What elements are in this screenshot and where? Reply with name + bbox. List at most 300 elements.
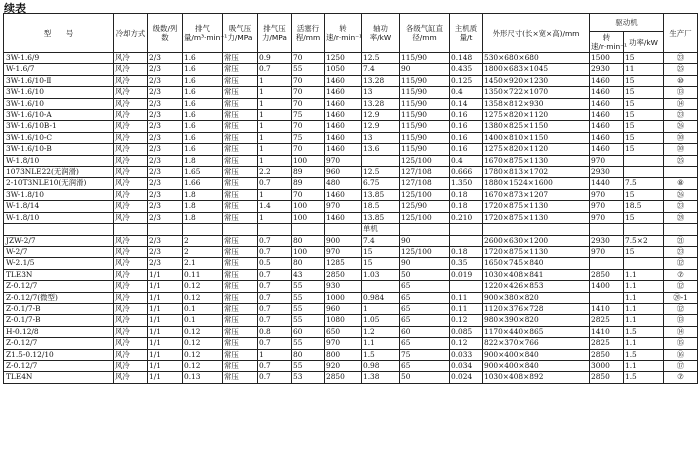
cell-drive-speed: 2930 — [590, 64, 624, 75]
header-cooling: 冷却方式 — [114, 14, 148, 53]
cell-shaft-power: 15 — [362, 246, 400, 257]
cell-displacement: 0.12 — [183, 360, 223, 371]
cell-displacement: 2.1 — [183, 258, 223, 269]
cell-model: TLE4N — [4, 372, 114, 383]
cell-maker: ⑧ — [664, 178, 698, 189]
cell-drive-speed: 970 — [590, 189, 624, 200]
cell-cooling: 风冷 — [114, 201, 148, 212]
cell-stages: 2/3 — [148, 258, 183, 269]
cell-stroke: 70 — [292, 53, 325, 64]
cell-dims: 1670×873×1207 — [483, 189, 590, 200]
cell-stages: 1/1 — [148, 303, 183, 314]
cell-drive-speed: 2850 — [590, 372, 624, 383]
cell-exhaust: 0.7 — [258, 281, 292, 292]
cell-cooling: 风冷 — [114, 87, 148, 98]
cell-drive-power: 1.1 — [624, 338, 664, 349]
cell-bore: 65 — [400, 360, 450, 371]
cell-mass: 0.14 — [450, 98, 483, 109]
cell-stages: 2/3 — [148, 178, 183, 189]
cell-mass: 0.4 — [450, 87, 483, 98]
cell-stroke: 70 — [292, 189, 325, 200]
cell-cooling: 风冷 — [114, 269, 148, 280]
cell-intake: 常压 — [223, 75, 258, 86]
cell-exhaust: 1 — [258, 110, 292, 121]
cell-stages: 2/3 — [148, 75, 183, 86]
cell-dims: 1275×820×1120 — [483, 144, 590, 155]
cell-exhaust: 0.7 — [258, 269, 292, 280]
cell-bore: 65 — [400, 338, 450, 349]
cell-stroke: 75 — [292, 132, 325, 143]
cell-drive-speed: 2825 — [590, 315, 624, 326]
cell-speed: 1460 — [325, 132, 362, 143]
cell-model: W-1.8/14 — [4, 201, 114, 212]
cell-intake: 常压 — [223, 326, 258, 337]
cell-shaft-power: 1.2 — [362, 326, 400, 337]
cell-mass: 0.024 — [450, 372, 483, 383]
cell-drive-power: 1.5 — [624, 349, 664, 360]
cell-shaft-power: 1.38 — [362, 372, 400, 383]
cell-speed: 1000 — [325, 292, 362, 303]
cell-bore: 125/100 — [400, 189, 450, 200]
cell-bore: 90 — [400, 258, 450, 269]
cell-maker: ⑦ — [664, 269, 698, 280]
cell-intake: 常压 — [223, 110, 258, 121]
cell-bore: 127/108 — [400, 178, 450, 189]
cell-stroke: 80 — [292, 349, 325, 360]
cell-drive-power: 15 — [624, 110, 664, 121]
cell-stroke: 70 — [292, 87, 325, 98]
table-row — [4, 281, 698, 292]
cell-maker: ⑫ — [664, 281, 698, 292]
cell-stroke: 100 — [292, 201, 325, 212]
cell-mass: 0.11 — [450, 303, 483, 314]
cell-displacement: 2 — [183, 235, 223, 246]
cell-stages: 2/3 — [148, 167, 183, 178]
cell-maker: ⑩ — [664, 75, 698, 86]
cell-bore: 50 — [400, 269, 450, 280]
cell-model: W-1.6/7 — [4, 64, 114, 75]
cell-displacement — [183, 224, 223, 235]
cell-exhaust: 0.7 — [258, 246, 292, 257]
cell-drive-speed: 970 — [590, 201, 624, 212]
table-row — [4, 121, 698, 132]
cell-dims: 1030×408×841 — [483, 269, 590, 280]
table-row — [4, 258, 698, 269]
cell-cooling: 风冷 — [114, 132, 148, 143]
cell-dims — [483, 224, 590, 235]
cell-displacement: 1.6 — [183, 121, 223, 132]
cell-exhaust: 1 — [258, 98, 292, 109]
cell-speed: 960 — [325, 303, 362, 314]
cell-bore: 115/90 — [400, 144, 450, 155]
table-row — [4, 235, 698, 246]
cell-speed: 1460 — [325, 110, 362, 121]
cell-exhaust: 0.8 — [258, 326, 292, 337]
cell-intake: 常压 — [223, 64, 258, 75]
cell-drive-speed: 3000 — [590, 360, 624, 371]
cell-intake: 常压 — [223, 201, 258, 212]
cell-model: Z1.5-0.12/10 — [4, 349, 114, 360]
table-row — [4, 87, 698, 98]
cell-shaft-power: 1 — [362, 303, 400, 314]
cell-speed: 960 — [325, 167, 362, 178]
cell-mass: 0.18 — [450, 201, 483, 212]
table-row — [4, 189, 698, 200]
cell-model: W-1.8/10 — [4, 155, 114, 166]
cell-maker — [664, 167, 698, 178]
cell-maker — [664, 224, 698, 235]
cell-bore: 125/90 — [400, 201, 450, 212]
cell-cooling: 风冷 — [114, 258, 148, 269]
cell-shaft-power: 12.5 — [362, 167, 400, 178]
cell-exhaust: 1 — [258, 121, 292, 132]
cell-bore: 50 — [400, 372, 450, 383]
cell-intake: 常压 — [223, 315, 258, 326]
cell-cooling: 风冷 — [114, 110, 148, 121]
cell-bore: 125/100 — [400, 212, 450, 223]
cell-displacement: 1.6 — [183, 98, 223, 109]
cell-mass: 0.18 — [450, 189, 483, 200]
cell-displacement: 1.6 — [183, 132, 223, 143]
cell-model: W-2/7 — [4, 246, 114, 257]
cell-drive-speed: 1460 — [590, 98, 624, 109]
cell-displacement: 0.12 — [183, 326, 223, 337]
cell-bore: 115/90 — [400, 53, 450, 64]
cell-drive-speed: 970 — [590, 155, 624, 166]
cell-stages: 2/3 — [148, 189, 183, 200]
header-stroke: 活塞行程/mm — [292, 14, 325, 53]
cell-displacement: 1.8 — [183, 155, 223, 166]
cell-dims: 1720×875×1130 — [483, 246, 590, 257]
cell-intake: 常压 — [223, 132, 258, 143]
cell-speed: 800 — [325, 349, 362, 360]
cell-exhaust: 0.7 — [258, 64, 292, 75]
cell-drive-power — [624, 155, 664, 166]
cell-speed: 970 — [325, 338, 362, 349]
cell-dims: 1800×683×1045 — [483, 64, 590, 75]
table-row — [4, 338, 698, 349]
cell-exhaust: 1 — [258, 155, 292, 166]
cell-intake: 常压 — [223, 167, 258, 178]
cell-model: Z-0.12/7(微型) — [4, 292, 114, 303]
cell-stroke: 55 — [292, 292, 325, 303]
cell-maker: ⑭ — [664, 326, 698, 337]
cell-dims: 1720×875×1130 — [483, 201, 590, 212]
cell-maker: ㉓ — [664, 53, 698, 64]
cell-dims: 822×370×766 — [483, 338, 590, 349]
cell-bore: 65 — [400, 303, 450, 314]
cell-shaft-power: 1.5 — [362, 349, 400, 360]
cell-drive-power: 11 — [624, 64, 664, 75]
cell-mass: 0.085 — [450, 326, 483, 337]
cell-speed: 1460 — [325, 75, 362, 86]
cell-cooling: 风冷 — [114, 292, 148, 303]
cell-cooling: 风冷 — [114, 64, 148, 75]
cell-stages: 1/1 — [148, 269, 183, 280]
cell-displacement: 0.11 — [183, 269, 223, 280]
table-row — [4, 155, 698, 166]
cell-drive-speed — [590, 258, 624, 269]
cell-cooling: 风冷 — [114, 303, 148, 314]
header-shaft-power: 轴功率/kW — [362, 14, 400, 53]
cell-maker: ㉖ — [664, 121, 698, 132]
cell-model: Z-0.12/7 — [4, 281, 114, 292]
cell-exhaust: 1.4 — [258, 201, 292, 212]
cell-bore: 115/90 — [400, 75, 450, 86]
cell-mass: 0.11 — [450, 292, 483, 303]
cell-stroke: 55 — [292, 360, 325, 371]
cell-shaft-power: 1.05 — [362, 315, 400, 326]
cell-speed: 2850 — [325, 269, 362, 280]
cell-model: JZW-2/7 — [4, 235, 114, 246]
cell-bore — [400, 224, 450, 235]
cell-bore: 115/90 — [400, 121, 450, 132]
table-row — [4, 201, 698, 212]
cell-displacement: 1.6 — [183, 53, 223, 64]
cell-cooling: 风冷 — [114, 281, 148, 292]
cell-dims: 1350×722×1070 — [483, 87, 590, 98]
cell-stages: 2/3 — [148, 53, 183, 64]
cell-stroke: 89 — [292, 178, 325, 189]
cell-bore: 127/108 — [400, 167, 450, 178]
cell-exhaust: 2.2 — [258, 167, 292, 178]
cell-exhaust: 0.7 — [258, 178, 292, 189]
cell-model: Z-0.12/7 — [4, 338, 114, 349]
cell-displacement: 0.1 — [183, 315, 223, 326]
cell-intake: 常压 — [223, 212, 258, 223]
cell-displacement: 0.12 — [183, 281, 223, 292]
cell-mass: 0.666 — [450, 167, 483, 178]
cell-mass: 0.034 — [450, 360, 483, 371]
cell-model: 2-10T3NLE10(无润滑) — [4, 178, 114, 189]
cell-stages: 2/3 — [148, 155, 183, 166]
cell-drive-power: 15 — [624, 132, 664, 143]
table-row — [4, 372, 698, 383]
table-body — [4, 53, 698, 384]
cell-bore: 65 — [400, 281, 450, 292]
cell-intake: 常压 — [223, 269, 258, 280]
cell-speed: 2850 — [325, 372, 362, 383]
cell-speed: 1460 — [325, 144, 362, 155]
cell-drive-speed: 1500 — [590, 53, 624, 64]
cell-maker: ㉑ — [664, 235, 698, 246]
cell-stages: 1/1 — [148, 349, 183, 360]
cell-intake: 常压 — [223, 372, 258, 383]
cell-shaft-power — [362, 155, 400, 166]
cell-maker: ㉕ — [664, 64, 698, 75]
cell-stroke: 55 — [292, 338, 325, 349]
cell-intake: 常压 — [223, 98, 258, 109]
cell-shaft-power: 7.4 — [362, 235, 400, 246]
cell-displacement: 1.6 — [183, 75, 223, 86]
cell-model: Z-0.1/7-B — [4, 315, 114, 326]
cell-drive-power — [624, 224, 664, 235]
cell-drive-speed: 1460 — [590, 132, 624, 143]
cell-speed: 1460 — [325, 87, 362, 98]
cell-maker: ㉚ — [664, 144, 698, 155]
cell-maker: ⑫ — [664, 303, 698, 314]
cell-speed — [325, 224, 362, 235]
cell-shaft-power: 13.85 — [362, 189, 400, 200]
cell-speed: 970 — [325, 155, 362, 166]
cell-mass: 0.12 — [450, 338, 483, 349]
cell-displacement: 1.8 — [183, 212, 223, 223]
cell-dims: 2600×630×1200 — [483, 235, 590, 246]
cell-drive-power: 1.5 — [624, 372, 664, 383]
cell-drive-speed: 1460 — [590, 75, 624, 86]
cell-speed: 1460 — [325, 189, 362, 200]
cell-maker: ⑯ — [664, 349, 698, 360]
cell-exhaust: 0.7 — [258, 235, 292, 246]
cell-shaft-power: 12.9 — [362, 121, 400, 132]
table-row — [4, 53, 698, 64]
cell-stages: 2/3 — [148, 64, 183, 75]
cell-exhaust — [258, 224, 292, 235]
cell-maker: ⑭ — [664, 98, 698, 109]
cell-intake: 常压 — [223, 235, 258, 246]
cell-speed: 1050 — [325, 64, 362, 75]
cell-dims: 1358×812×930 — [483, 98, 590, 109]
cell-cooling: 风冷 — [114, 75, 148, 86]
cell-displacement: 1.8 — [183, 201, 223, 212]
cell-speed: 970 — [325, 201, 362, 212]
cell-drive-power: 7.5 — [624, 178, 664, 189]
cell-mass — [450, 235, 483, 246]
cell-intake: 常压 — [223, 189, 258, 200]
cell-drive-speed: 1400 — [590, 281, 624, 292]
cell-mass: 0.12 — [450, 315, 483, 326]
table-row — [4, 303, 698, 314]
cell-model: 3W-1.8/10 — [4, 189, 114, 200]
cell-shaft-power: 13.85 — [362, 212, 400, 223]
cell-cooling: 风冷 — [114, 121, 148, 132]
table-row — [4, 98, 698, 109]
cell-drive-power: 1.1 — [624, 303, 664, 314]
cell-maker: ㉓ — [664, 110, 698, 121]
cell-stroke: 43 — [292, 269, 325, 280]
cell-cooling — [114, 224, 148, 235]
cell-stages: 1/1 — [148, 315, 183, 326]
cell-drive-speed: 2930 — [590, 167, 624, 178]
header-exhaust: 排气压力/MPa — [258, 14, 292, 53]
cell-intake: 常压 — [223, 360, 258, 371]
cell-dims: 1880×1524×1600 — [483, 178, 590, 189]
cell-displacement: 0.13 — [183, 372, 223, 383]
cell-stroke: 100 — [292, 155, 325, 166]
cell-speed: 970 — [325, 246, 362, 257]
cell-exhaust: 0.9 — [258, 53, 292, 64]
cell-displacement: 1.65 — [183, 167, 223, 178]
cell-intake: 常压 — [223, 338, 258, 349]
cell-displacement: 1.8 — [183, 189, 223, 200]
header-bore: 各级气缸直径/mm — [400, 14, 450, 53]
cell-drive-power: 1.1 — [624, 292, 664, 303]
cell-mass: 0.18 — [450, 246, 483, 257]
cell-mass: 0.033 — [450, 349, 483, 360]
cell-maker: ㉓ — [664, 246, 698, 257]
cell-stages — [148, 224, 183, 235]
cell-stages: 1/1 — [148, 292, 183, 303]
cell-dims: 1030×408×892 — [483, 372, 590, 383]
cell-stroke: 55 — [292, 315, 325, 326]
cell-dims: 1380×825×1150 — [483, 121, 590, 132]
table-row — [4, 349, 698, 360]
cell-displacement: 1.6 — [183, 64, 223, 75]
cell-stroke: 70 — [292, 75, 325, 86]
cell-bore: 75 — [400, 349, 450, 360]
cell-displacement: 0.12 — [183, 338, 223, 349]
cell-drive-power: 15 — [624, 53, 664, 64]
header-maker: 生产厂 — [664, 14, 698, 53]
cell-drive-power: 1.1 — [624, 281, 664, 292]
cell-bore: 115/90 — [400, 87, 450, 98]
cell-dims: 900×400×840 — [483, 360, 590, 371]
cell-stroke: 55 — [292, 303, 325, 314]
cell-stroke: 55 — [292, 64, 325, 75]
table-row — [4, 110, 698, 121]
cell-drive-speed: 1410 — [590, 326, 624, 337]
cell-mass: 0.4 — [450, 155, 483, 166]
cell-exhaust: 0.7 — [258, 360, 292, 371]
cell-drive-power: 15 — [624, 121, 664, 132]
cell-shaft-power: 6.75 — [362, 178, 400, 189]
table-row — [4, 132, 698, 143]
cell-displacement: 1.6 — [183, 144, 223, 155]
cell-stages: 2/3 — [148, 98, 183, 109]
table-row — [4, 167, 698, 178]
table-row — [4, 64, 698, 75]
cell-cooling: 风冷 — [114, 167, 148, 178]
cell-shaft-power: 13 — [362, 87, 400, 98]
cell-drive-speed: 2825 — [590, 338, 624, 349]
cell-model: TLE3N — [4, 269, 114, 280]
cell-model: W-2.1/5 — [4, 258, 114, 269]
cell-drive-speed — [590, 292, 624, 303]
cell-model: W-1.8/10 — [4, 212, 114, 223]
cell-shaft-power: 13 — [362, 132, 400, 143]
cell-bore: 115/90 — [400, 98, 450, 109]
cell-displacement: 0.12 — [183, 292, 223, 303]
cell-model: Z-0.12/7 — [4, 360, 114, 371]
cell-stages: 2/3 — [148, 132, 183, 143]
cell-intake: 常压 — [223, 87, 258, 98]
cell-stroke: 80 — [292, 235, 325, 246]
cell-stroke: 60 — [292, 326, 325, 337]
cell-shaft-power: 1.1 — [362, 338, 400, 349]
cell-drive-speed: 1460 — [590, 110, 624, 121]
cell-dims: 980×390×820 — [483, 315, 590, 326]
cell-stages: 2/3 — [148, 87, 183, 98]
cell-maker: ⑫ — [664, 258, 698, 269]
cell-exhaust: 0.7 — [258, 372, 292, 383]
cell-mass — [450, 224, 483, 235]
cell-mass: 1.350 — [450, 178, 483, 189]
cell-drive-power: 15 — [624, 144, 664, 155]
table-row — [4, 75, 698, 86]
cell-drive-power: 15 — [624, 189, 664, 200]
cell-mass: 0.125 — [450, 75, 483, 86]
cell-stages: 2/3 — [148, 121, 183, 132]
cell-intake: 常压 — [223, 292, 258, 303]
cell-stroke: 70 — [292, 98, 325, 109]
cell-exhaust: 1 — [258, 189, 292, 200]
cell-stroke: 89 — [292, 167, 325, 178]
cell-intake: 常压 — [223, 155, 258, 166]
cell-bore: 115/90 — [400, 110, 450, 121]
cell-stroke: 70 — [292, 144, 325, 155]
cell-exhaust: 1 — [258, 132, 292, 143]
cell-intake: 常压 — [223, 53, 258, 64]
